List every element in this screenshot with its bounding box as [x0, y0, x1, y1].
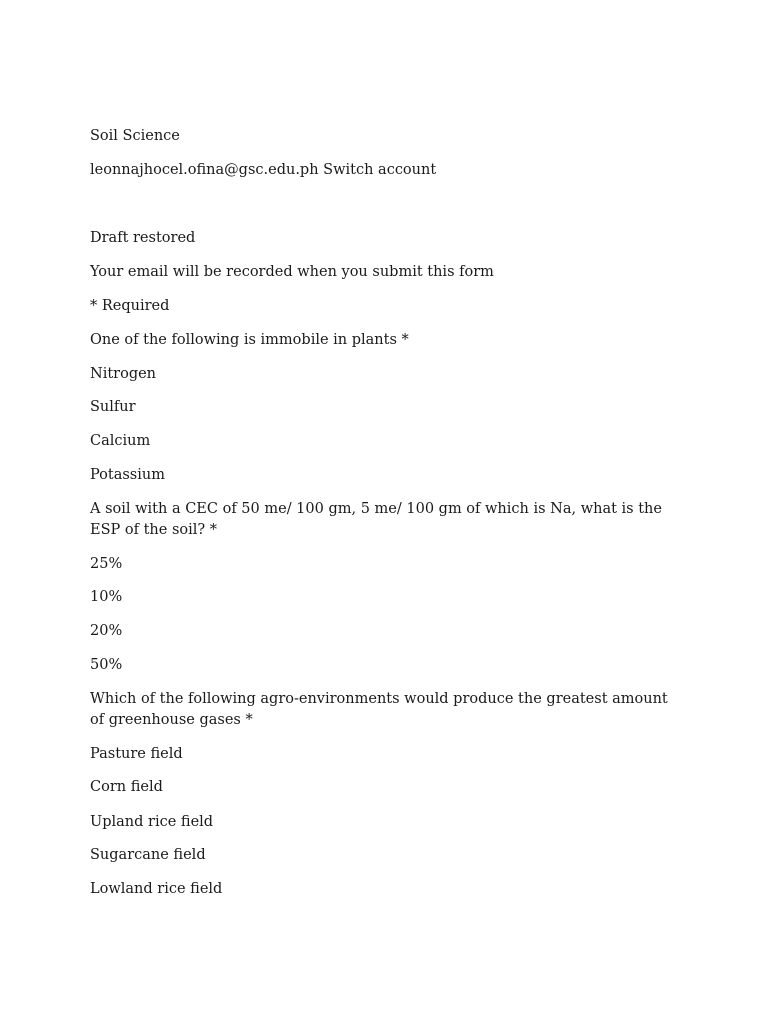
question-3-option-upland-rice[interactable]: Upland rice field: [90, 814, 214, 830]
account-email: leonnajhocel.ofina@gsc.edu.ph: [90, 162, 319, 178]
question-3-text: Which of the following agro-environments would produce the greatest amount of greenhouse gases *: [90, 691, 668, 728]
question-1-option-potassium[interactable]: Potassium: [90, 467, 165, 483]
question-2-option-20[interactable]: 20%: [90, 623, 123, 639]
question-1-option-sulfur[interactable]: Sulfur: [90, 399, 136, 415]
question-3-option-corn[interactable]: Corn field: [90, 779, 163, 795]
question-2-option-50[interactable]: 50%: [90, 657, 123, 673]
question-2-text: A soil with a CEC of 50 me/ 100 gm, 5 me/ 100 gm of which is Na, what is the ESP of the soil? *: [90, 501, 662, 538]
question-1-option-nitrogen[interactable]: Nitrogen: [90, 366, 157, 382]
form-title: Soil Science: [90, 128, 180, 144]
question-3-option-sugarcane[interactable]: Sugarcane field: [90, 847, 206, 863]
question-3-option-pasture[interactable]: Pasture field: [90, 746, 183, 762]
question-2-option-25[interactable]: 25%: [90, 556, 123, 572]
question-1-option-calcium[interactable]: Calcium: [90, 433, 151, 449]
required-note: * Required: [90, 298, 170, 314]
draft-status: Draft restored: [90, 230, 196, 246]
email-notice: Your email will be recorded when you submit this form: [90, 264, 494, 280]
question-3-option-lowland-rice[interactable]: Lowland rice field: [90, 881, 223, 897]
switch-account-link[interactable]: Switch account: [323, 162, 437, 178]
question-2-option-10[interactable]: 10%: [90, 589, 123, 605]
account-row: [90, 160, 436, 180]
question-1-text: One of the following is immobile in plants *: [90, 332, 409, 348]
